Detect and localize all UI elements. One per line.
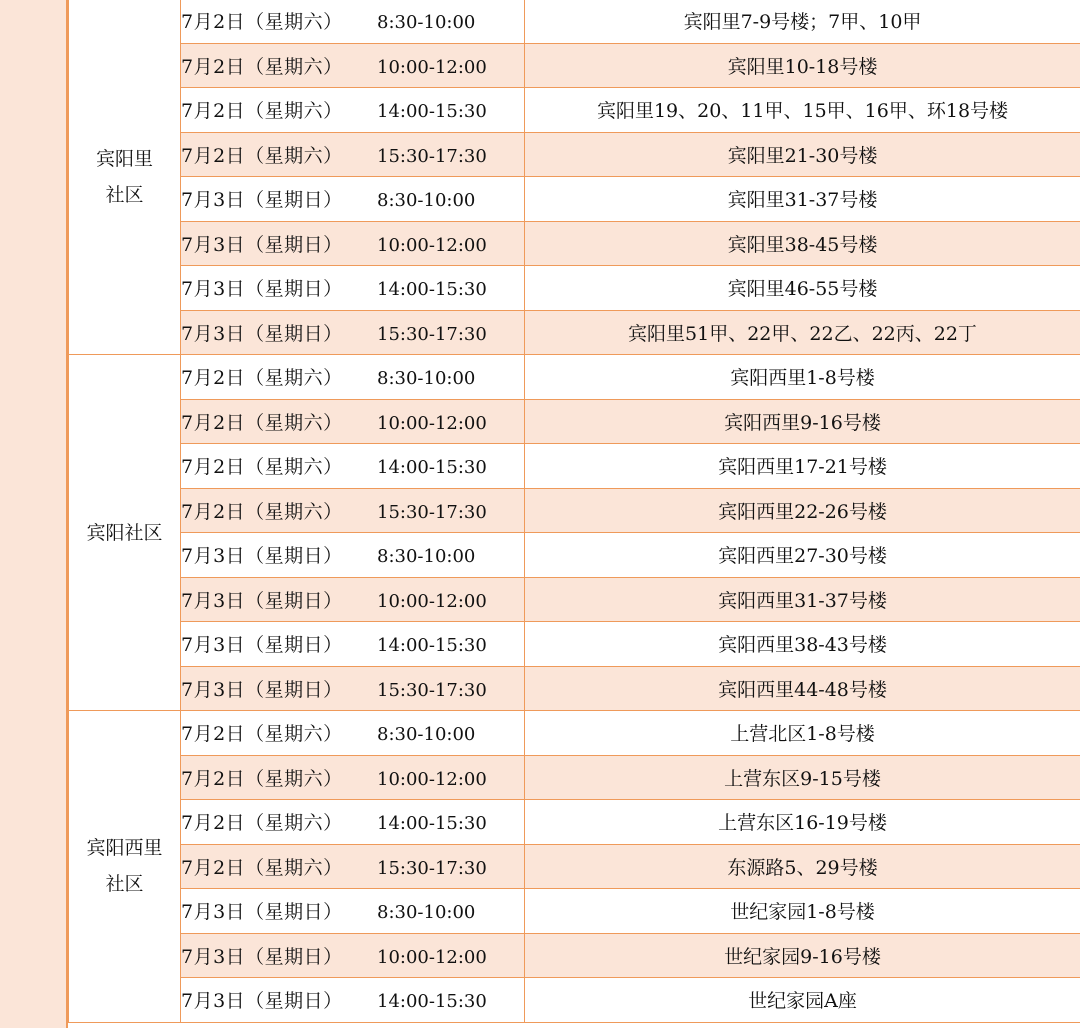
schedule-buildings: 上营北区1-8号楼: [525, 711, 1080, 756]
schedule-timespan: 14:00-15:30: [377, 991, 487, 1013]
schedule-date: 7月3日（星期日）: [181, 589, 343, 612]
community-name-line: 社区: [105, 183, 144, 206]
schedule-date: 7月2日（星期六）: [181, 55, 343, 78]
schedule-date: 7月2日（星期六）: [181, 456, 343, 479]
schedule-buildings: 世纪家园A座: [525, 978, 1080, 1023]
schedule-time-cell: [181, 889, 525, 934]
table-row: [69, 711, 1080, 756]
schedule-date: 7月3日（星期日）: [181, 278, 343, 301]
table-row: [69, 622, 1080, 667]
schedule-date: 7月2日（星期六）: [181, 767, 343, 790]
schedule-buildings: 宾阳西里38-43号楼: [525, 622, 1080, 667]
schedule-timespan: 10:00-12:00: [377, 946, 487, 968]
table-row: [69, 800, 1080, 845]
table-row: [69, 889, 1080, 934]
table-row: [69, 132, 1080, 177]
schedule-buildings: 宾阳里38-45号楼: [525, 221, 1080, 266]
schedule-buildings: 宾阳里46-55号楼: [525, 266, 1080, 311]
table-row: [69, 399, 1080, 444]
table-row: [69, 755, 1080, 800]
schedule-timespan: 14:00-15:30: [377, 101, 487, 123]
left-margin-strip: [0, 0, 68, 1028]
schedule-buildings: 世纪家园1-8号楼: [525, 889, 1080, 934]
schedule-timespan: 15:30-17:30: [377, 145, 487, 167]
schedule-date: 7月3日（星期日）: [181, 322, 343, 345]
schedule-timespan: 8:30-10:00: [377, 546, 476, 568]
schedule-time-cell: [181, 310, 525, 355]
schedule-time-cell: [181, 88, 525, 133]
schedule-buildings: 宾阳西里1-8号楼: [525, 355, 1080, 400]
schedule-buildings: 上营东区16-19号楼: [525, 800, 1080, 845]
schedule-buildings: 宾阳里19、20、11甲、15甲、16甲、环18号楼: [525, 88, 1080, 133]
schedule-buildings: 宾阳西里17-21号楼: [525, 444, 1080, 489]
schedule-time-cell: [181, 978, 525, 1023]
schedule-timespan: 15:30-17:30: [377, 323, 487, 345]
table-row: [69, 577, 1080, 622]
schedule-date: 7月2日（星期六）: [181, 812, 343, 835]
schedule-buildings: 宾阳西里31-37号楼: [525, 577, 1080, 622]
table-row: [69, 488, 1080, 533]
schedule-buildings: 宾阳西里22-26号楼: [525, 488, 1080, 533]
table-row: [69, 444, 1080, 489]
table-row: [69, 533, 1080, 578]
schedule-timespan: 8:30-10:00: [377, 724, 476, 746]
schedule-buildings: 宾阳里10-18号楼: [525, 43, 1080, 88]
schedule-timespan: 8:30-10:00: [377, 12, 476, 34]
schedule-time-cell: [181, 622, 525, 667]
schedule-time-cell: [181, 933, 525, 978]
schedule-date: 7月3日（星期日）: [181, 545, 343, 568]
schedule-timespan: 14:00-15:30: [377, 457, 487, 479]
schedule-buildings: 宾阳里21-30号楼: [525, 132, 1080, 177]
table-row: [69, 844, 1080, 889]
schedule-table: [68, 0, 1080, 1023]
schedule-date: 7月2日（星期六）: [181, 411, 343, 434]
schedule-time-cell: [181, 844, 525, 889]
schedule-timespan: 10:00-12:00: [377, 234, 487, 256]
community-name: [69, 711, 181, 1023]
schedule-time-cell: [181, 533, 525, 578]
community-name-line: 社区: [105, 873, 144, 896]
schedule-timespan: 14:00-15:30: [377, 279, 487, 301]
schedule-time-cell: [181, 266, 525, 311]
table-row: [69, 666, 1080, 711]
schedule-date: 7月3日（星期日）: [181, 189, 343, 212]
schedule-buildings: 宾阳里51甲、22甲、22乙、22丙、22丁: [525, 310, 1080, 355]
schedule-time-cell: [181, 666, 525, 711]
schedule-date: 7月2日（星期六）: [181, 856, 343, 879]
table-row: [69, 221, 1080, 266]
table-row: [69, 310, 1080, 355]
schedule-buildings: 宾阳里31-37号楼: [525, 177, 1080, 222]
schedule-buildings: 宾阳西里9-16号楼: [525, 399, 1080, 444]
table-row: [69, 933, 1080, 978]
table-row: [69, 266, 1080, 311]
schedule-timespan: 14:00-15:30: [377, 813, 487, 835]
schedule-buildings: 世纪家园9-16号楼: [525, 933, 1080, 978]
schedule-time-cell: [181, 132, 525, 177]
schedule-timespan: 14:00-15:30: [377, 635, 487, 657]
schedule-date: 7月3日（星期日）: [181, 945, 343, 968]
schedule-date: 7月3日（星期日）: [181, 901, 343, 924]
schedule-time-cell: [181, 800, 525, 845]
schedule-time-cell: [181, 577, 525, 622]
community-name-line: 宾阳西里: [86, 837, 163, 860]
schedule-time-cell: [181, 177, 525, 222]
schedule-buildings: 宾阳西里27-30号楼: [525, 533, 1080, 578]
schedule-time-cell: [181, 711, 525, 756]
schedule-timespan: 8:30-10:00: [377, 368, 476, 390]
schedule-buildings: 上营东区9-15号楼: [525, 755, 1080, 800]
schedule-date: 7月2日（星期六）: [181, 367, 343, 390]
schedule-buildings: 东源路5、29号楼: [525, 844, 1080, 889]
schedule-date: 7月2日（星期六）: [181, 100, 343, 123]
schedule-time-cell: [181, 0, 525, 43]
schedule-buildings: 宾阳西里44-48号楼: [525, 666, 1080, 711]
schedule-timespan: 10:00-12:00: [377, 590, 487, 612]
table-row: [69, 0, 1080, 43]
table-row: [69, 177, 1080, 222]
community-name-line: 宾阳里: [95, 147, 153, 170]
table-row: [69, 978, 1080, 1023]
schedule-date: 7月2日（星期六）: [181, 11, 343, 34]
schedule-time-cell: [181, 755, 525, 800]
schedule-date: 7月2日（星期六）: [181, 144, 343, 167]
schedule-time-cell: [181, 221, 525, 266]
schedule-time-cell: [181, 399, 525, 444]
table-row: [69, 355, 1080, 400]
schedule-date: 7月2日（星期六）: [181, 500, 343, 523]
table-row: [69, 43, 1080, 88]
schedule-date: 7月3日（星期日）: [181, 233, 343, 256]
schedule-timespan: 10:00-12:00: [377, 768, 487, 790]
schedule-date: 7月2日（星期六）: [181, 723, 343, 746]
community-name: [69, 0, 181, 355]
schedule-date: 7月3日（星期日）: [181, 678, 343, 701]
schedule-timespan: 10:00-12:00: [377, 412, 487, 434]
schedule-timespan: 15:30-17:30: [377, 857, 487, 879]
schedule-date: 7月3日（星期日）: [181, 634, 343, 657]
schedule-time-cell: [181, 488, 525, 533]
schedule-timespan: 15:30-17:30: [377, 679, 487, 701]
schedule-timespan: 8:30-10:00: [377, 190, 476, 212]
schedule-timespan: 10:00-12:00: [377, 56, 487, 78]
table-row: [69, 88, 1080, 133]
community-name: 宾阳社区: [69, 355, 181, 711]
schedule-time-cell: [181, 444, 525, 489]
schedule-buildings: 宾阳里7-9号楼；7甲、10甲: [525, 0, 1080, 43]
schedule-time-cell: [181, 355, 525, 400]
schedule-timespan: 15:30-17:30: [377, 501, 487, 523]
schedule-timespan: 8:30-10:00: [377, 902, 476, 924]
schedule-time-cell: [181, 43, 525, 88]
schedule-date: 7月3日（星期日）: [181, 990, 343, 1013]
